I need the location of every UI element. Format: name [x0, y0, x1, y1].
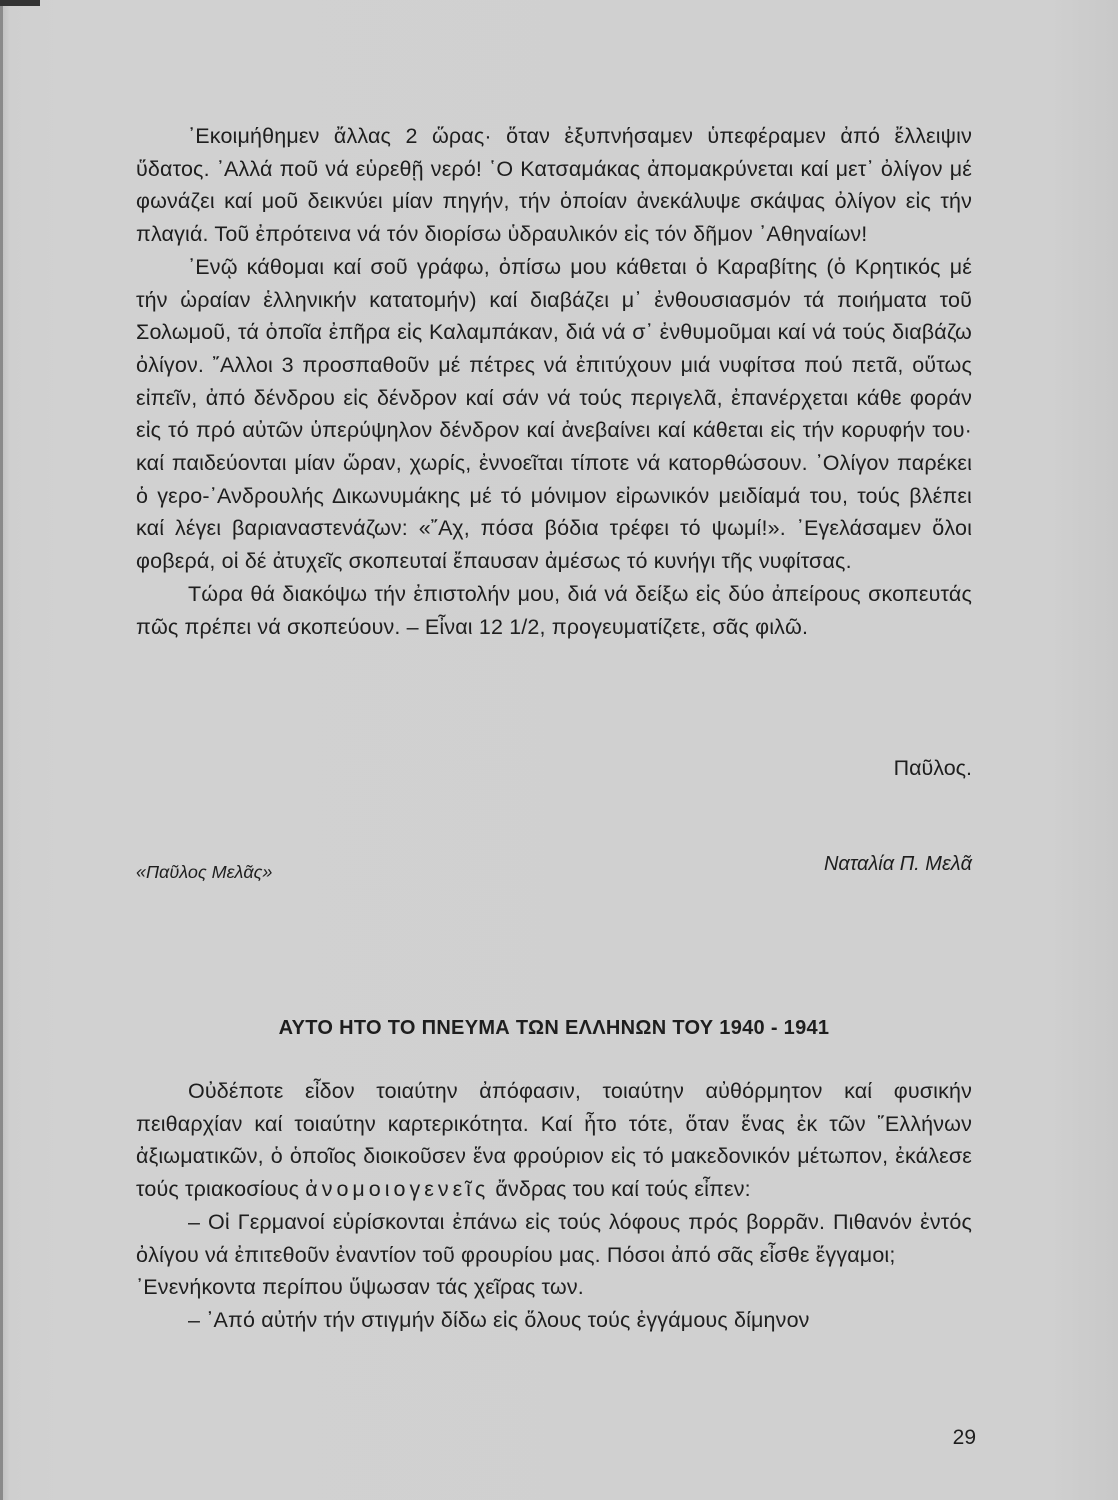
- section-paragraph-1-start: Οὐδέποτε εἶδον τοιαύτην ἀπόφασιν, τοιαύτην αὐθόρμητον καί φυσικήν πειθαρχίαν καί τοιαύτην καρτερικότητα. Καί ἦτο τότε, ὅταν ἕνας ἐκ τῶν ῞Ελλήνων ἀξιωματικῶν, ὁ ὁποῖος διοικοῦσεν ἕνα φρούριον εἰς τό μακεδονικόν μέτωπον, ἐκάλεσε τούς τριακοσίους: [136, 1079, 972, 1202]
- letter-paragraph-3: Τώρα θά διακόψω τήν ἐπιστολήν μου, διά νά δείξω εἰς δύο ἀπείρους σκοπευτάς πῶς πρέπει νά σκοπεύουν. – Εἶναι 12 1/2, προγευματίζετε, σᾶς φιλῶ.: [136, 581, 972, 639]
- section-paragraph-1: [136, 1075, 972, 1206]
- letter-body: [136, 120, 972, 643]
- section-body: [136, 1075, 972, 1337]
- section-paragraph-1-end: ἄνδρας του καί τούς εἶπεν:: [495, 1177, 751, 1202]
- letter-paragraph-1: ᾿Εκοιμήθημεν ἄλλας 2 ὥρας· ὅταν ἐξυπνήσαμεν ὑπεφέραμεν ἀπό ἔλλειψιν ὕδατος. ᾿Αλλά ποῦ νά εὑρεθῇ νερό! ῾Ο Κατσαμάκας ἀπομακρύνεται καί μετ᾿ ὀλίγον μέ φωνάζει καί μοῦ δεικνύει μίαν πηγήν, τήν ὁποίαν ἀνεκάλυψε σκάψας ὀλίγον εἰς τήν πλαγιά. Τοῦ ἐπρότεινα νά τόν διορίσω ὑδραυλικόν εἰς τόν δῆμον ᾿Αθηναίων!: [136, 124, 972, 247]
- section-paragraph-2: – Οἱ Γερμανοί εὑρίσκονται ἐπάνω εἰς τούς λόφους πρός βορρᾶν. Πιθανόν ἐντός ὀλίγου νά ἐπιτεθοῦν ἐναντίον τοῦ φρουρίου μας. Πόσοι ἀπό σᾶς εἶσθε ἔγγαμοι;: [136, 1209, 972, 1267]
- credit-right: Ναταλία Π. Μελᾶ: [823, 853, 972, 875]
- page-number: 29: [952, 1426, 976, 1449]
- credit-left: «Παῦλος Μελᾶς»: [136, 862, 273, 882]
- section-paragraph-1-spaced-word: ἀνομοιογενεῖς: [305, 1177, 490, 1202]
- letter-signature: Παῦλος.: [893, 756, 972, 780]
- page-binding-edge: [0, 0, 3, 1500]
- section-paragraph-4: – ᾿Από αὐτήν τήν στιγμήν δίδω εἰς ὅλους τούς ἐγγάμους δίμηνον: [188, 1307, 810, 1332]
- corner-mark: [0, 0, 40, 6]
- section-title: ΑΥΤΟ ΗΤΟ ΤΟ ΠΝΕΥΜΑ ΤΩΝ ΕΛΛΗΝΩΝ ΤΟΥ 1940 - 1941: [278, 1017, 830, 1039]
- section-paragraph-3: ᾿Ενενήκοντα περίπου ὕψωσαν τάς χεῖρας των.: [136, 1275, 584, 1300]
- letter-paragraph-2: ᾿Ενῷ κάθομαι καί σοῦ γράφω, ὀπίσω μου κάθεται ὁ Καραβίτης (ὁ Κρητικός μέ τήν ὡραίαν ἑλληνικήν κατατομήν) καί διαβάζει μ᾿ ἐνθουσιασμόν τά ποιήματα τοῦ Σολωμοῦ, τά ὁποῖα ἐπῆρα εἰς Καλαμπάκαν, διά νά σ᾿ ἐνθυμοῦμαι καί νά τούς διαβάζω ὀλίγον. ῎Αλλοι 3 προσπαθοῦν μέ πέτρες νά ἐπιτύχουν μιά νυφίτσα πού πετᾶ, οὕτως εἰπεῖν, ἀπό δένδρου εἰς δένδρον καί σάν νά τούς περιγελᾶ, ἐπανέρχεται κάθε φοράν εἰς τό πρό αὐτῶν ὑπερύψηλον δένδρον καί ἀνεβαίνει καί κάθεται εἰς τήν κορυφήν του· καί παιδεύονται μίαν ὥραν, χωρίς, ἐννοεῖται τίποτε νά κατορθώσουν. ᾿Ολίγον παρέκει ὁ γερο-᾿Ανδρουλής Δικωνυμάκης μέ τό μόνιμον εἰρωνικόν μειδίαμά του, τούς βλέπει καί λέγει βαριαναστενάζων: «῎Αχ, πόσα βόδια τρέφει τό ψωμί!». ᾿Εγελάσαμεν ὅλοι φοβερά, οἱ δέ ἀτυχεῖς σκοπευταί ἔπαυσαν ἀμέσως τό κυνήγι τῆς νυφίτσας.: [136, 254, 972, 574]
